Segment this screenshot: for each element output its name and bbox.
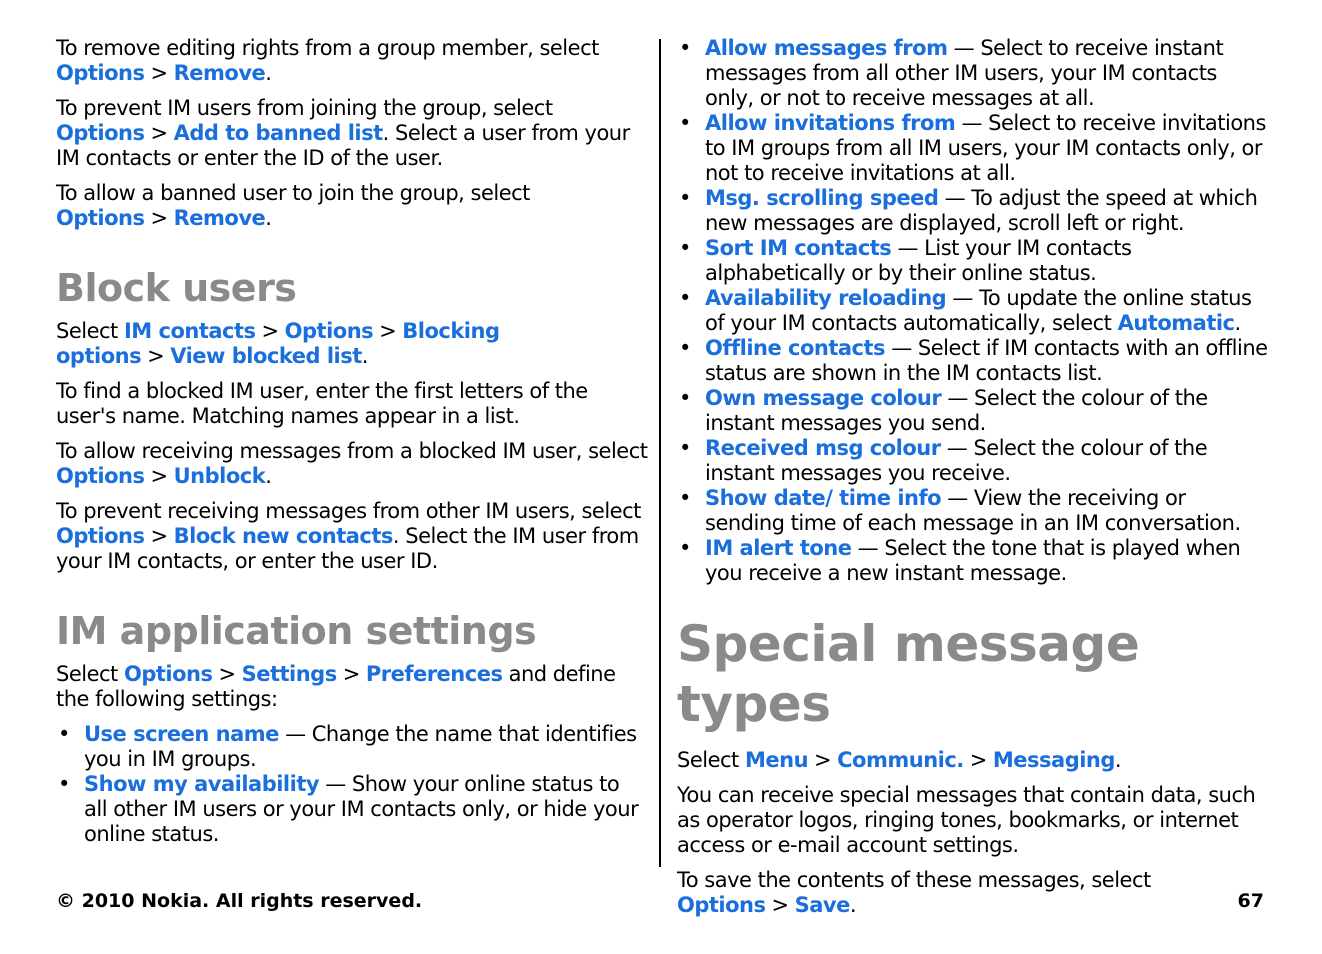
separator: > (150, 121, 168, 145)
link-im-contacts[interactable]: IM contacts (123, 319, 256, 343)
bullet: • (679, 111, 691, 135)
link-remove[interactable]: Remove (173, 206, 266, 230)
bullet: • (679, 436, 691, 460)
bullet: • (679, 286, 691, 310)
setting-use-screen-name[interactable]: Use screen name (84, 722, 279, 746)
text: Select (677, 748, 739, 772)
separator: > (379, 319, 397, 343)
text: To allow a banned user to join the group, select (56, 181, 530, 205)
separator: > (150, 206, 168, 230)
bullet: • (679, 336, 691, 360)
link-options[interactable]: Options (677, 893, 766, 917)
link-options[interactable]: Options (56, 121, 145, 145)
setting-description: — Select the tone that is played when you receive a new instant message. (705, 536, 1241, 585)
link-settings[interactable]: Settings (241, 662, 337, 686)
setting-sort-im-contacts[interactable]: Sort IM contacts (705, 236, 892, 260)
list-item (677, 286, 1269, 336)
period: . (849, 893, 857, 917)
setting-description: — Show your online status to all other IM users or your IM contacts only, or hide your online status. (84, 772, 639, 846)
link-automatic[interactable]: Automatic (1117, 311, 1235, 335)
paragraph-messaging-path (677, 748, 1269, 773)
link-block-new-contacts[interactable]: Block new contacts (173, 524, 393, 548)
setting-received-msg-colour[interactable]: Received msg colour (705, 436, 941, 460)
separator: > (261, 319, 279, 343)
setting-description: — View the receiving or sending time of each message in an IM conversation. (705, 486, 1241, 535)
link-view-blocked-list[interactable]: View blocked list (170, 344, 362, 368)
setting-description: — Select the colour of the instant messages you send. (705, 386, 1208, 435)
list-item (677, 386, 1269, 436)
list-item (677, 111, 1269, 186)
setting-description: — List your IM contacts alphabetically or by their online status. (705, 236, 1132, 285)
paragraph-save-contents (677, 868, 1269, 918)
link-messaging[interactable]: Messaging (992, 748, 1115, 772)
setting-own-message-colour[interactable]: Own message colour (705, 386, 942, 410)
text: and define the following settings: (56, 662, 616, 711)
column-divider (659, 39, 661, 867)
link-remove[interactable]: Remove (173, 61, 266, 85)
period: . (265, 464, 272, 488)
setting-description: — Change the name that identifies you in IM groups. (84, 722, 637, 771)
paragraph-ban (56, 96, 648, 171)
link-menu[interactable]: Menu (744, 748, 809, 772)
text: To prevent receiving messages from other IM users, select (56, 499, 641, 523)
text: Select (56, 319, 118, 343)
setting-im-alert-tone[interactable]: IM alert tone (705, 536, 852, 560)
list-item (677, 236, 1269, 286)
period: . (1234, 311, 1241, 335)
paragraph-settings-path (56, 662, 648, 712)
setting-description: — Select to receive invitations to IM groups from all IM users, your IM contacts only, or not to receive invitations at all. (705, 111, 1266, 185)
settings-list-left (56, 722, 648, 847)
list-item (677, 486, 1269, 536)
list-item (56, 722, 648, 772)
link-blocking-options[interactable]: Blocking options (56, 319, 500, 368)
setting-show-date-time-info[interactable]: Show date/ time info (705, 486, 942, 510)
paragraph-unblock (56, 439, 648, 489)
heading-im-application-settings: IM application settings (56, 609, 537, 653)
link-options[interactable]: Options (284, 319, 374, 343)
setting-offline-contacts[interactable]: Offline contacts (705, 336, 886, 360)
period: . (265, 206, 272, 230)
list-item (677, 36, 1269, 111)
text: To remove editing rights from a group member, select (56, 36, 599, 60)
bullet: • (58, 722, 70, 746)
link-options[interactable]: Options (56, 524, 145, 548)
text: To allow receiving messages from a blocked IM user, select (56, 439, 648, 463)
bullet: • (679, 486, 691, 510)
separator: > (150, 61, 168, 85)
bullet: • (58, 772, 70, 796)
paragraph-remove-editing (56, 36, 648, 86)
separator: > (147, 344, 165, 368)
list-item (677, 336, 1269, 386)
link-add-to-banned-list[interactable]: Add to banned list (173, 121, 383, 145)
separator: > (150, 464, 168, 488)
separator: > (150, 524, 168, 548)
separator: > (342, 662, 360, 686)
paragraph-block-new (56, 499, 648, 574)
text: To save the contents of these messages, select (677, 868, 1151, 892)
paragraph-special-intro: You can receive special messages that contain data, such as operator logos, ringing tones, bookmarks, or internet access or e-mail account settings. (677, 783, 1256, 857)
period: . (361, 344, 368, 368)
link-preferences[interactable]: Preferences (365, 662, 503, 686)
text: . Select a user from your IM contacts or enter the ID of the user. (56, 121, 630, 170)
paragraph-unban (56, 181, 648, 231)
separator: > (969, 748, 987, 772)
bullet: • (679, 386, 691, 410)
link-save[interactable]: Save (794, 893, 850, 917)
setting-description: — To adjust the speed at which new messages are displayed, scroll left or right. (705, 186, 1258, 235)
bullet: • (679, 536, 691, 560)
setting-description: — To update the online status of your IM contacts automatically, select (705, 286, 1252, 335)
list-item (677, 436, 1269, 486)
setting-description: — Select to receive instant messages from all other IM users, your IM contacts only, or not to receive messages at all. (705, 36, 1224, 110)
setting-description: — Select if IM contacts with an offline status are shown in the IM contacts list. (705, 336, 1268, 385)
link-options[interactable]: Options (56, 61, 145, 85)
setting-description: — Select the colour of the instant messages you receive. (705, 436, 1208, 485)
left-column (56, 36, 648, 847)
bullet: • (679, 236, 691, 260)
setting-allow-invitations-from[interactable]: Allow invitations from (705, 111, 956, 135)
setting-availability-reloading[interactable]: Availability reloading (705, 286, 947, 310)
right-column (677, 36, 1269, 928)
link-options[interactable]: Options (123, 662, 213, 686)
period: . (265, 61, 272, 85)
setting-msg-scrolling-speed[interactable]: Msg. scrolling speed (705, 186, 939, 210)
link-options[interactable]: Options (56, 464, 145, 488)
text: Select (56, 662, 118, 686)
heading-block-users: Block users (56, 266, 297, 310)
paragraph-block-path (56, 319, 648, 369)
period: . (1114, 748, 1122, 772)
settings-list-right (677, 36, 1269, 586)
list-item (56, 772, 648, 847)
text: To prevent IM users from joining the group, select (56, 96, 553, 120)
text: . Select the IM user from your IM contacts, or enter the user ID. (56, 524, 639, 573)
separator: > (218, 662, 236, 686)
setting-show-my-availability[interactable]: Show my availability (84, 772, 320, 796)
separator: > (814, 748, 832, 772)
list-item (677, 186, 1269, 236)
setting-allow-messages-from[interactable]: Allow messages from (705, 36, 948, 60)
list-item (677, 536, 1269, 586)
page-number: 67 (1237, 890, 1264, 912)
bullet: • (679, 186, 691, 210)
paragraph-find-blocked: To find a blocked IM user, enter the first letters of the user's name. Matching names appear in a list. (56, 379, 588, 428)
bullet: • (679, 36, 691, 60)
link-options[interactable]: Options (56, 206, 145, 230)
link-communic[interactable]: Communic. (837, 748, 964, 772)
heading-special-message-types: Special message types (677, 615, 1140, 733)
link-unblock[interactable]: Unblock (173, 464, 266, 488)
separator: > (771, 893, 789, 917)
footer-copyright: © 2010 Nokia. All rights reserved. (56, 890, 423, 912)
